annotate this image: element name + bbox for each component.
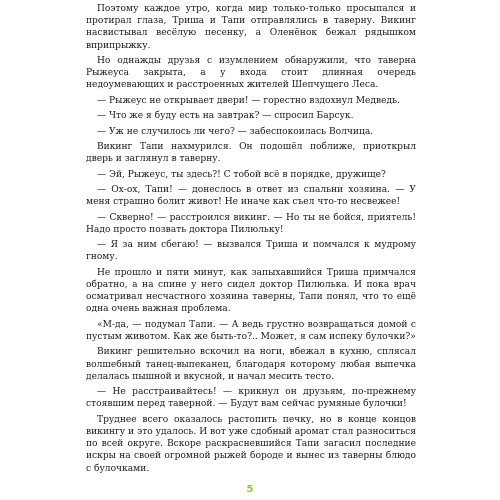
paragraph-13: Викинг решительно вскочил на ноги, вбежал в кухню, сплясал волшебный танец-выпеканец, благодаря которому любая выпечка делалась пышной и вкусной, и начал месить тесто. (86, 347, 416, 382)
paragraph-11: Не прошло и пяти минут, как запыхавшийся Триша примчался обратно, а на спине у него сидел доктор Пилюлька. И пока врач осматривал несчастного хозяина таверны, Тапи понял, что то ещё одна очень важная проблема. (86, 267, 416, 315)
paragraph-10: — Я за ним сбегаю! — вызвался Триша и помчался к мудрому гному. (86, 240, 416, 263)
paragraph-12: «М-да, — подумал Тапи. — А ведь грустно возвращаться домой с пустым животом. Как же быть-то?.. Может, я сам испеку булочки?» (86, 319, 416, 342)
page-number: 5 (246, 484, 254, 495)
paragraph-14: — Не расстраивайтесь! — крикнул он друзьям, по-прежнему стоявшим перед таверной. — Будут вам сейчас румяные булочки! (86, 387, 416, 410)
paragraph-6: Викинг Тапи нахмурился. Он подошёл поближе, приоткрыл дверь и заглянул в таверну. (86, 141, 416, 165)
paragraph-8: — Ох-ох, Тапи! — донеслось в ответ из спальни хозяина. — У меня страшно болит живот! Не иначе как съел что-то несвежее! (86, 184, 416, 208)
paragraph-7: — Эй, Рыжеус, ты здесь?! С тобой всё в порядке, дружище? (97, 169, 386, 180)
paragraph-9: — Скверно! — расстроился викинг. — Но ты не бойся, приятель! Надо просто позвать доктора Пилюльку! (86, 212, 416, 235)
paragraph-1: Поэтому каждое утро, когда мир только-только просыпался и протирал глаза, Триша и Тапи отправлялись в таверну. Викинг насвистывал весёлую песенку, а Оленёнок бежал рядышком вприпрыжку. (86, 4, 416, 51)
paragraph-15: Труднее всего оказалось растопить печку, но в конце концов викингу и это удалось. И вот уже сдобный аромат стал разноситься по всей округе. Вскоре раскрасневшийся Тапи загасил последние искры на своей огромной рыжей бороде и вынес из таверны блюдо с булочками. (86, 414, 416, 474)
paragraph-2: Но однажды друзья с изумлением обнаружили, что таверна Рыжеуса закрыта, а у входа стоит длинная очередь недоумевающих и расстроенных жителей Шепчущего Леса. (86, 56, 416, 91)
paragraph-5: — Уж не случилось ли чего? — забеспокоилась Волчица. (97, 126, 374, 137)
paragraph-4: — Что же я буду есть на завтрак? — спросил Барсук. (97, 111, 354, 122)
paragraph-3: — Рыжеус не открывает двери! — горестно вздохнул Медведь. (97, 95, 400, 106)
body-text (86, 3, 416, 475)
